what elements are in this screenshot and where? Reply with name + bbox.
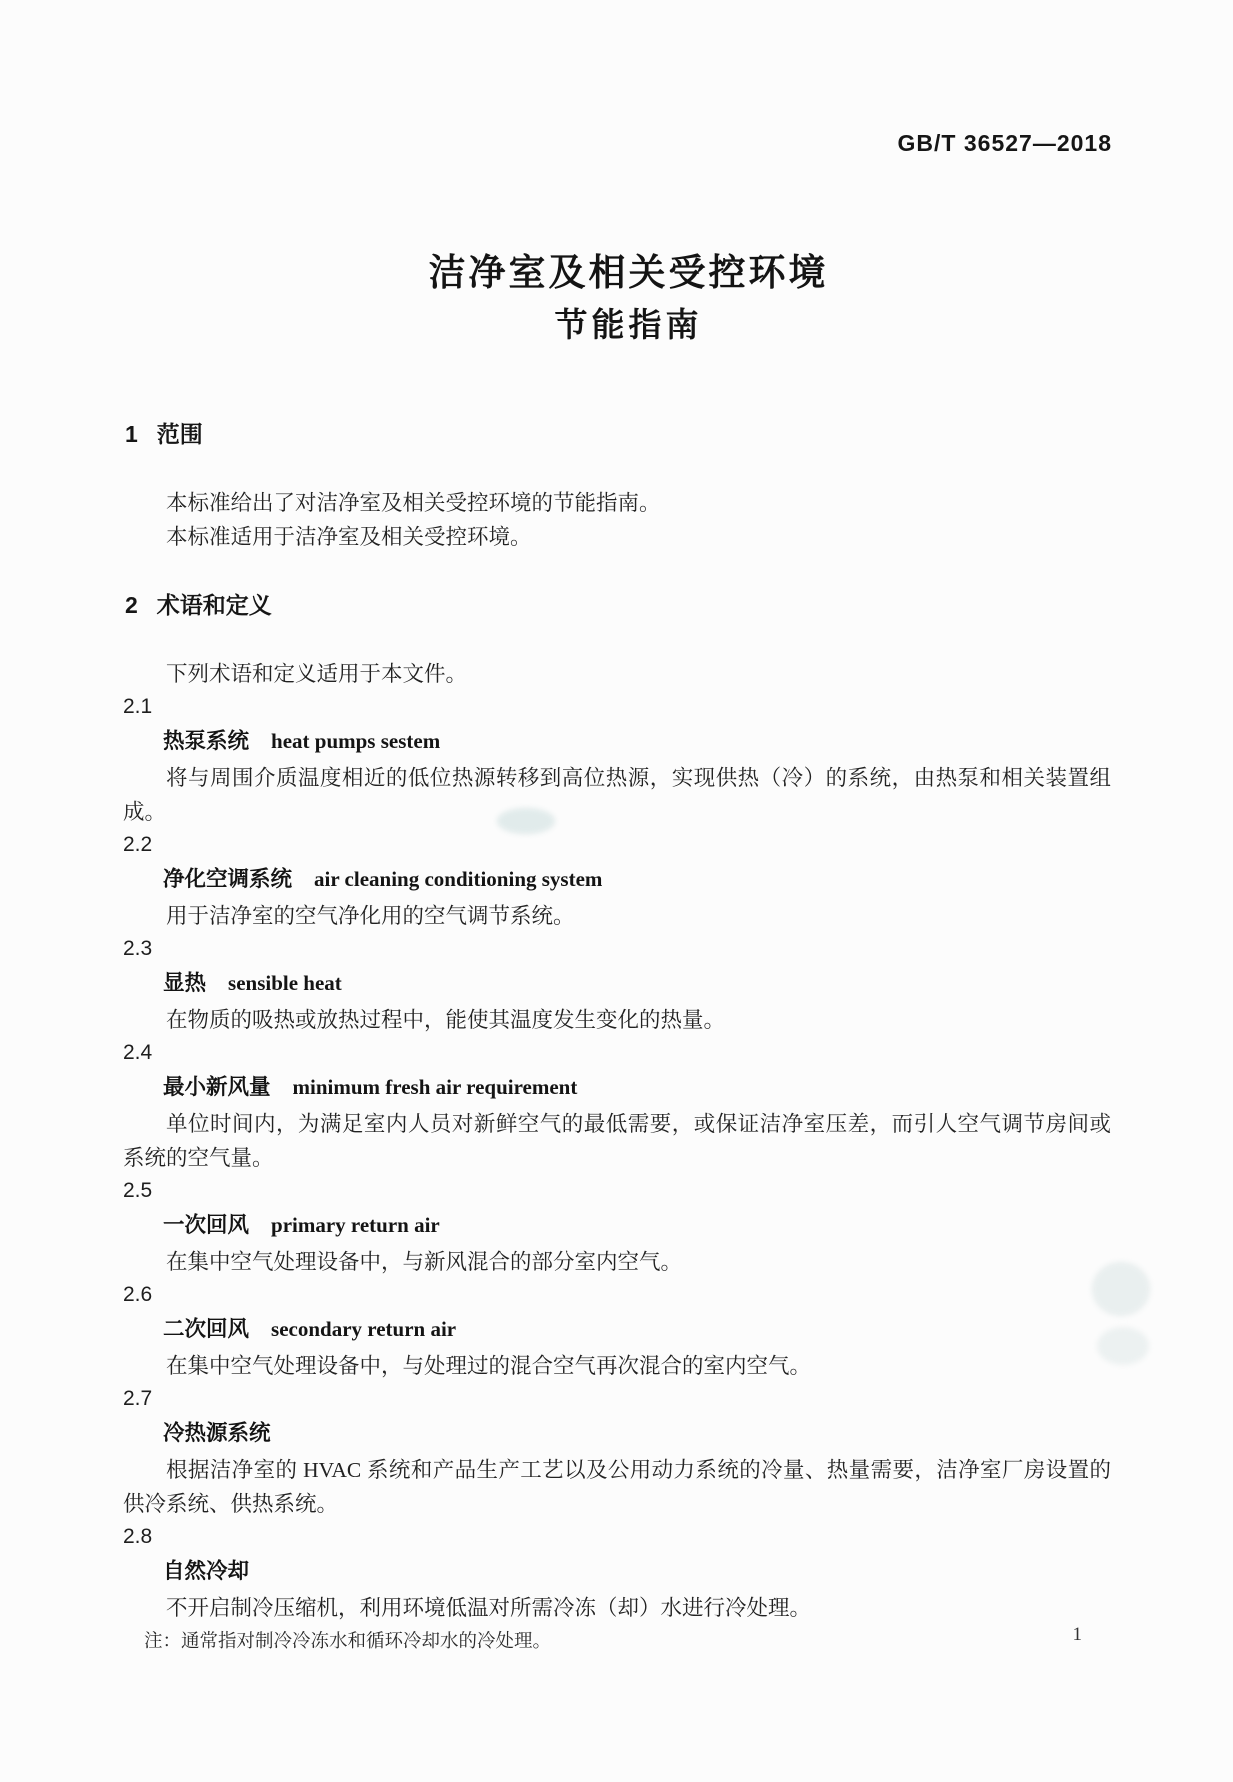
- term-name-zh: 最小新风量: [163, 1075, 271, 1099]
- standard-code: GB/T 36527—2018: [897, 130, 1112, 156]
- term-id: 2.7: [123, 1387, 153, 1410]
- term-definition: 将与周围介质温度相近的低位热源转移到高位热源，实现供热（冷）的系统，由热泵和相关装置组成。: [123, 766, 1111, 824]
- term-name-en: primary return air: [271, 1213, 440, 1237]
- term-definition: 在集中空气处理设备中，与处理过的混合空气再次混合的室内空气。: [166, 1354, 812, 1378]
- term-definition: 根据洁净室的 HVAC 系统和产品生产工艺以及公用动力系统的冷量、热量需要，洁净室厂房设置的供冷系统、供热系统。: [123, 1458, 1111, 1516]
- term-name-zh: 热泵系统: [163, 729, 250, 753]
- term-id: 2.5: [123, 1179, 153, 1202]
- section-2-heading: [125, 590, 1111, 620]
- term-note: 注：通常指对制冷冷冻水和循环冷却水的冷处理。: [144, 1632, 552, 1652]
- term-id: 2.2: [123, 833, 153, 856]
- term-name-zh: 一次回风: [163, 1213, 250, 1237]
- term-name-en: secondary return air: [271, 1317, 457, 1341]
- term-id: 2.4: [123, 1041, 153, 1064]
- term-2-2: [123, 828, 1111, 933]
- title-line-1: 洁净室及相关受控环境: [428, 252, 829, 293]
- page-number: 1: [1072, 1624, 1082, 1645]
- section-1-heading: [125, 419, 1111, 449]
- document-body: [123, 419, 1111, 1659]
- term-name-en: minimum fresh air requirement: [292, 1075, 578, 1099]
- term-2-7: [123, 1382, 1111, 1521]
- scope-paragraph-2: 本标准适用于洁净室及相关受控环境。: [166, 525, 532, 549]
- term-name: [123, 1554, 1111, 1591]
- term-id: 2.8: [123, 1525, 153, 1548]
- term-name: [123, 1208, 1111, 1245]
- term-name-en: sensible heat: [228, 971, 342, 995]
- term-name-en: air cleaning conditioning system: [314, 867, 603, 891]
- term-name-zh: 冷热源系统: [163, 1421, 271, 1445]
- term-definition: 在集中空气处理设备中，与新风混合的部分室内空气。: [166, 1250, 683, 1274]
- term-name-zh: 自然冷却: [163, 1559, 250, 1583]
- section-2-title: 术语和定义: [156, 592, 272, 618]
- term-definition: 不开启制冷压缩机，利用环境低温对所需冷冻（却）水进行冷处理。: [166, 1596, 812, 1620]
- term-id: 2.3: [123, 937, 153, 960]
- section-2-number: 2: [125, 592, 138, 618]
- term-definition: 用于洁净室的空气净化用的空气调节系统。: [166, 904, 575, 928]
- term-name: [123, 1416, 1111, 1453]
- term-name: [123, 966, 1111, 1003]
- term-name-en: heat pumps sestem: [271, 729, 441, 753]
- term-id: 2.1: [123, 695, 153, 718]
- term-name: [123, 1312, 1111, 1349]
- title-line-2: 节能指南: [554, 306, 703, 343]
- document-title: [12, 254, 1233, 342]
- term-2-3: [123, 932, 1111, 1037]
- section-1-number: 1: [125, 421, 138, 447]
- term-definition: 在物质的吸热或放热过程中，能使其温度发生变化的热量。: [166, 1008, 726, 1032]
- term-definition: 单位时间内，为满足室内人员对新鲜空气的最低需要，或保证洁净室压差，而引人空气调节房间或系统的空气量。: [123, 1112, 1111, 1170]
- term-2-8: [123, 1520, 1111, 1659]
- term-name-zh: 净化空调系统: [163, 867, 293, 891]
- term-name: [123, 862, 1111, 899]
- terms-intro: 下列术语和定义适用于本文件。: [166, 662, 468, 686]
- term-id: 2.6: [123, 1283, 153, 1306]
- term-2-4: [123, 1036, 1111, 1175]
- term-2-1: [123, 690, 1111, 829]
- term-2-5: [123, 1174, 1111, 1279]
- section-1-title: 范围: [156, 421, 203, 447]
- term-name-zh: 二次回风: [163, 1317, 250, 1341]
- term-name: [123, 1070, 1111, 1107]
- term-name-zh: 显热: [163, 971, 207, 995]
- term-name: [123, 724, 1111, 761]
- term-2-6: [123, 1278, 1111, 1383]
- scope-paragraph-1: 本标准给出了对洁净室及相关受控环境的节能指南。: [166, 491, 661, 515]
